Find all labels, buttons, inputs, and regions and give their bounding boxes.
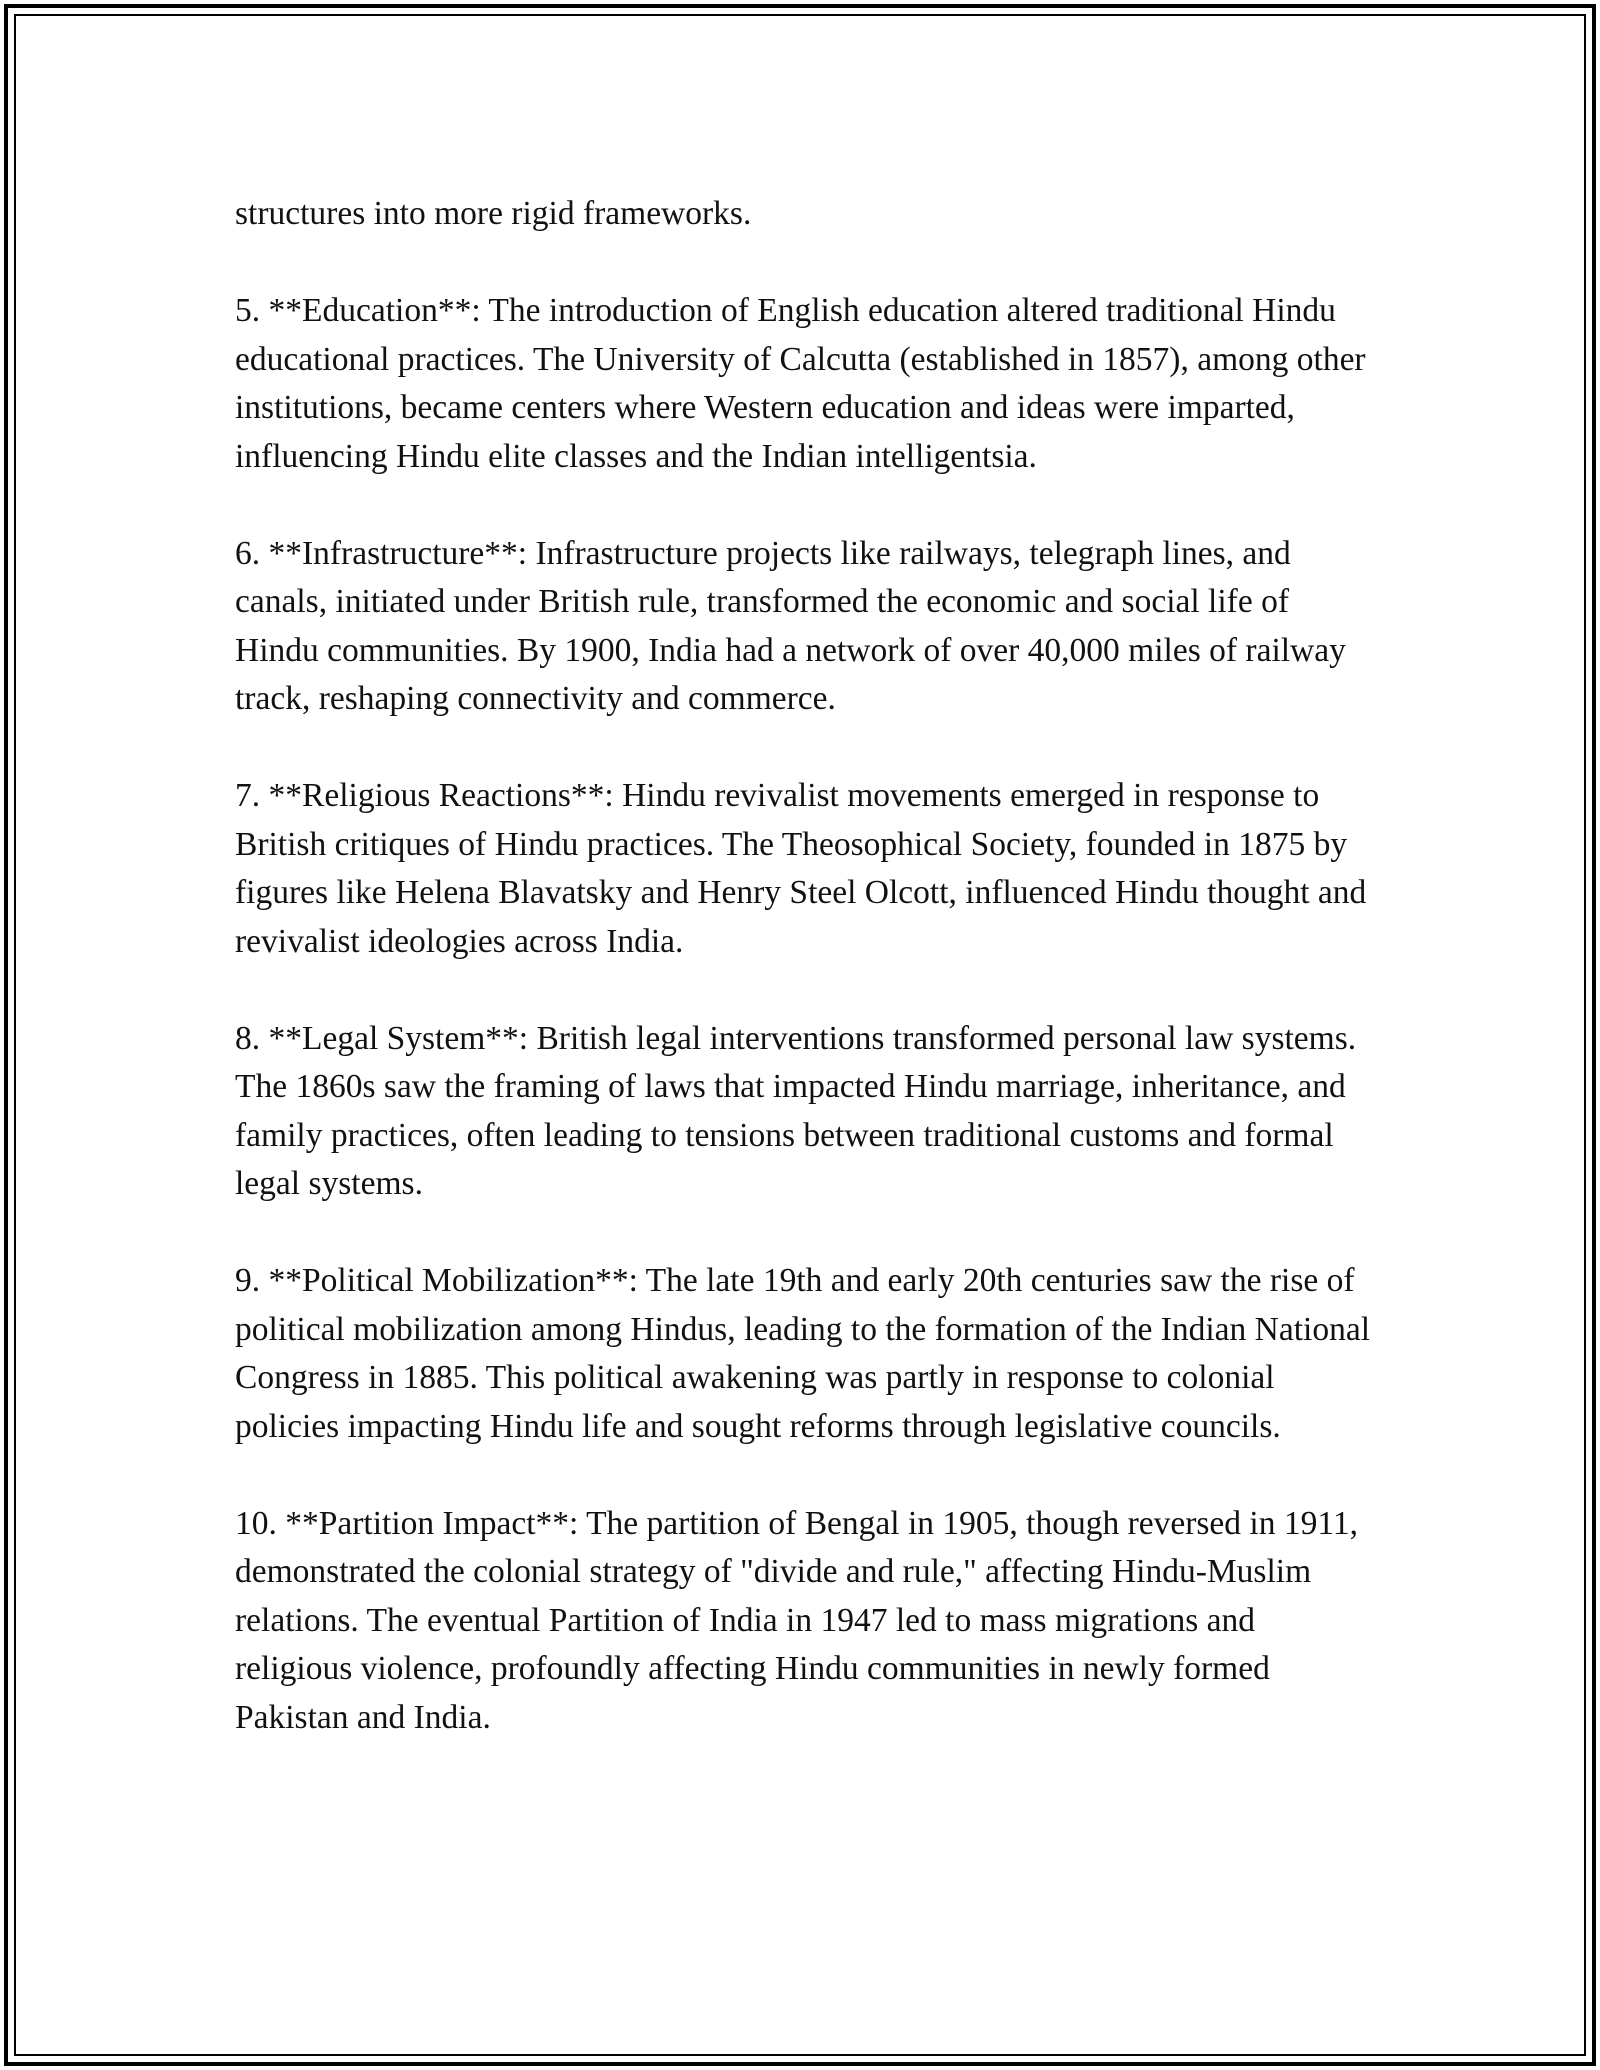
document-body bbox=[235, 190, 1375, 1791]
paragraph-religious-reactions: 7. **Religious Reactions**: Hindu revivalist movements emerged in response to British critiques of Hindu practices. The Theosophical Society, founded in 1875 by figures like Helena Blavatsky and Henry Steel Olcott, influenced Hindu thought and revivalist ideologies across India. bbox=[235, 777, 1367, 960]
paragraph-partition-impact: 10. **Partition Impact**: The partition of Bengal in 1905, though reversed in 1911, demonstrated the colonial strategy of "divide and rule," affecting Hindu-Muslim relations. The eventual Partition of India in 1947 led to mass migrations and religious violence, profoundly affecting Hindu communities in newly formed Pakistan and India. bbox=[235, 1504, 1358, 1736]
paragraph-legal-system: 8. **Legal System**: British legal interventions transformed personal law systems. The 1860s saw the framing of laws that impacted Hindu marriage, inheritance, and family practices, often leading to tensions between traditional customs and formal legal systems. bbox=[235, 1019, 1357, 1202]
paragraph-infrastructure: 6. **Infrastructure**: Infrastructure projects like railways, telegraph lines, and canals, initiated under British rule, transformed the economic and social life of Hindu communities. By 1900, India had a network of over 40,000 miles of railway track, reshaping connectivity and commerce. bbox=[235, 534, 1346, 717]
paragraph-continuation: structures into more rigid frameworks. bbox=[235, 195, 752, 232]
paragraph-education: 5. **Education**: The introduction of English education altered traditional Hindu educational practices. The University of Calcutta (established in 1857), among other institutions, became centers where Western education and ideas were imparted, influencing Hindu elite classes and the Indian intelligentsia. bbox=[235, 292, 1366, 475]
paragraph-political-mobilization: 9. **Political Mobilization**: The late 19th and early 20th centuries saw the rise of political mobilization among Hindus, leading to the formation of the Indian National Congress in 1885. This political awakening was partly in response to colonial policies impacting Hindu life and sought reforms through legislative councils. bbox=[235, 1262, 1371, 1445]
